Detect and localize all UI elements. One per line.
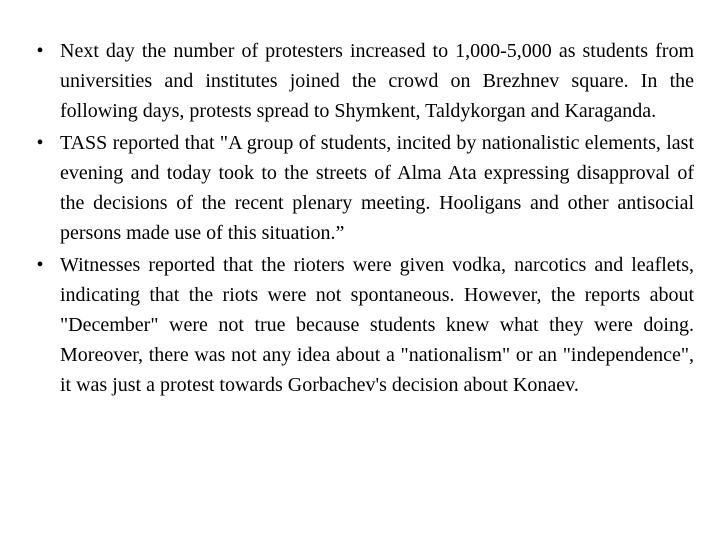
bullet-item-witnesses [28,250,694,400]
bullet-icon: • [36,40,44,62]
bullet-icon: • [36,132,44,154]
bullet-icon: • [36,254,44,276]
bullet-text: Witnesses reported that the rioters were given vodka, narcotics and leaflets, indicating that the riots were not spontaneous. However, the reports about "December" were not true because students knew what they were doing. Moreover, there was not any idea about a "nationalism" or an "independence", it was just a protest towards Gorbachev's decision about Konaev. [60,254,694,396]
bullet-text: TASS reported that "A group of students, incited by nationalistic elements, last evening and today took to the streets of Alma Ata expressing disapproval of the decisions of the recent plenary meeting. Hooligans and other antisocial persons made use of this situation.” [60,132,694,244]
bullet-item-protest-growth [28,36,694,126]
bullet-text: Next day the number of protesters increased to 1,000-5,000 as students from universities and institutes joined the crowd on Brezhnev square. In the following days, protests spread to Shymkent, Taldykorgan and Karaganda. [60,40,694,122]
bullet-list [28,36,694,402]
bullet-item-tass-report [28,128,694,248]
